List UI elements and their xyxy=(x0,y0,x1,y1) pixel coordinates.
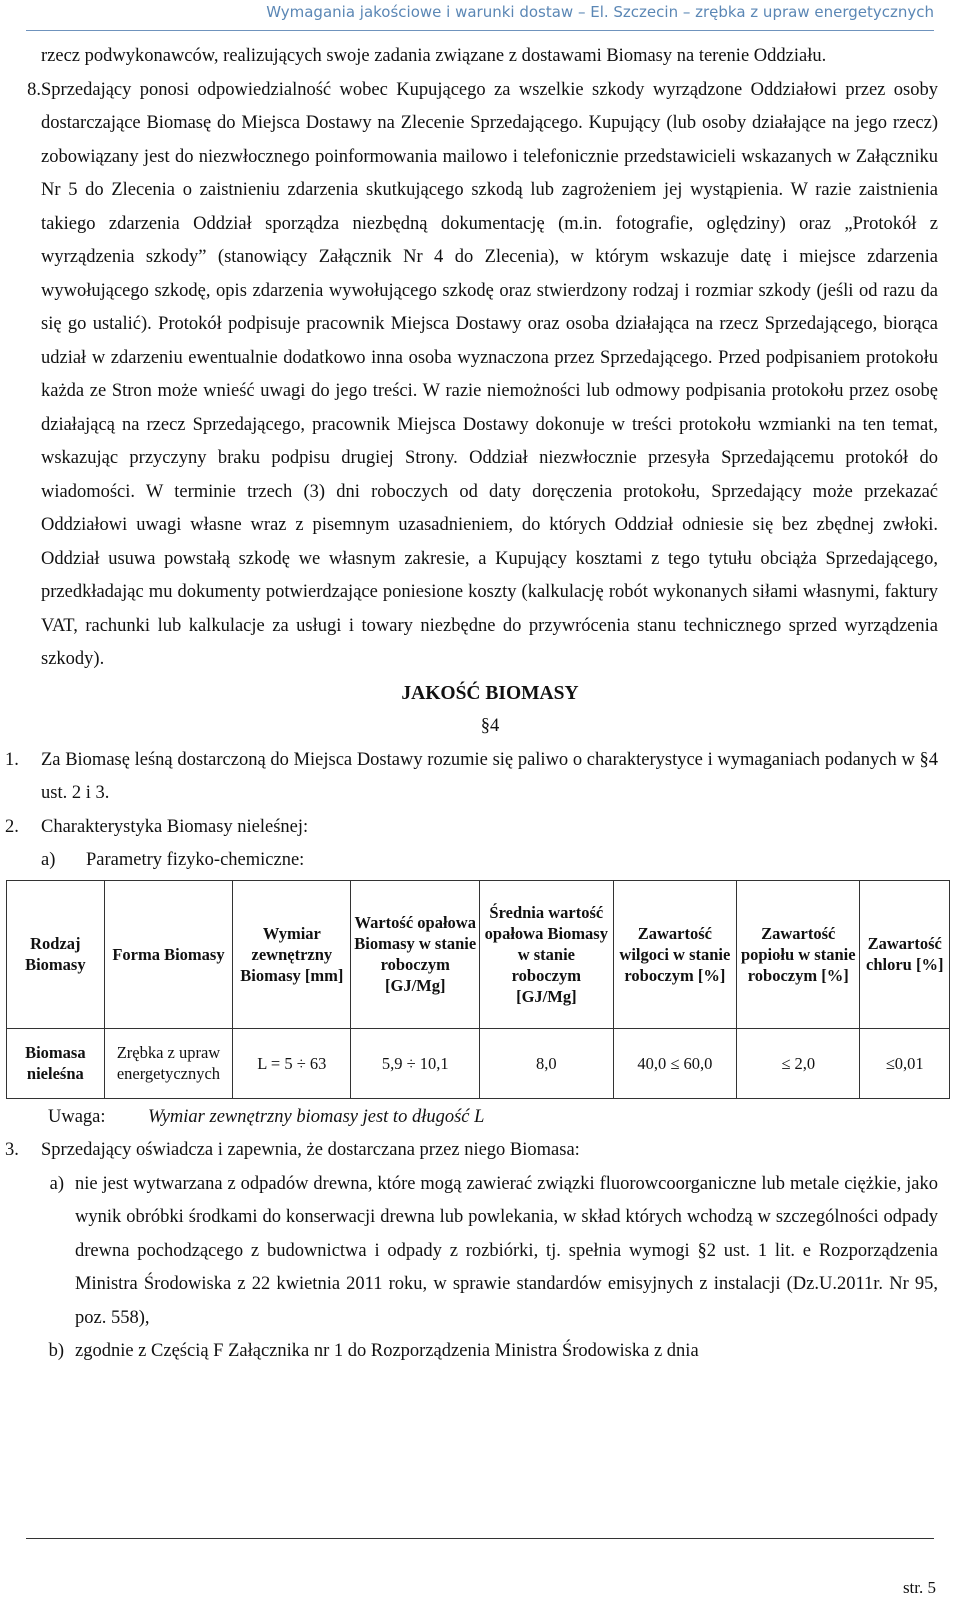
item-text: Charakterystyka Biomasy nieleśnej: xyxy=(41,816,309,837)
biomass-parameters-table xyxy=(6,880,950,1099)
table-cell: ≤ 2,0 xyxy=(737,1028,860,1098)
table-cell: Biomasa nieleśna xyxy=(7,1028,105,1098)
sub-item-text: Parametry fizyko-chemiczne: xyxy=(86,850,305,870)
item-number: 3. xyxy=(5,1140,19,1160)
sub-item-label: a) xyxy=(41,850,56,870)
section-number: §4 xyxy=(480,716,500,736)
item-text: Sprzedający ponosi odpowiedzialność wobec Kupującego za wszelkie szkody wyrządzone Oddziałowi przez osoby dostarczające Biomasę do Miejsca Dostawy na Zlecenie Sprzedającego. Kupujący (lub osoby działające na jego rzecz) zobowiązany jest do niezwłocznego poinformowania mailowo i telefonicznie przedstawicieli wskazanych w Załączniku Nr 5 do Zlecenia o zaistnieniu zdarzenia skutkującego szkodą lub zagrożeniem jej wystąpienia. W razie zaistnienia takiego zdarzenia Oddział sporządza niezbędną dokumentację (m.in. fotografie, oględziny) oraz „Protokół z wyrządzenia szkody” (stanowiący Załącznik Nr 4 do Zlecenia), w którym wskazuje datę i miejsce zdarzenia wywołującego szkodę, opis zdarzenia wywołującego szkodę oraz stwierdzony rodzaj i rozmiar szkody (jeśli od razu da się go ustalić). Protokół podpisuje pracownik Miejsca Dostawy oraz osoba działająca na rzecz Sprzedającego, biorąca udział w zdarzeniu ewentualnie dodatkowo inna osoba wyznaczona przez Sprzedającego. Przed podpisaniem protokołu każda ze Stron może wnieść uwagi do jego treści. W razie niemożności lub odmowy podpisania protokołu przez osobę działającą na rzecz Sprzedającego, pracownik Miejsca Dostawy dokonuje w treści protokołu wzmianki na ten temat, wskazując przyczyny braku podpisu drugiej Strony. Oddział niezwłocznie przesyła Sprzedającemu protokół do wiadomości. W terminie trzech (3) dni roboczych od daty doręczenia protokołu, Sprzedający może przekazać Oddziałowi uwagi własne wraz z pisemnym uzasadnieniem, do których Oddział odniesie się bez zbędnej zwłoki. Oddział usuwa powstałą szkodę we własnym zakresie, a Kupujący kosztami z tego tytułu obciąża Sprzedającego, przedkładając mu dokumenty potwierdzające poniesione koszty (kalkulację robót wykonanych siłami własnymi, faktury VAT, rachunki lub kalkulacje za usługi i towary niezbędne do przywrócenia stanu technicznego sprzed wyrządzenia szkody). xyxy=(41,79,938,669)
header-rule xyxy=(26,30,934,31)
document-body xyxy=(0,40,960,1369)
item-number: 2. xyxy=(5,816,19,837)
note-text: Wymiar zewnętrzny biomasy jest to długość L xyxy=(148,1106,485,1127)
table-header-cell: Forma Biomasy xyxy=(104,880,233,1028)
item-text: Sprzedający oświadcza i zapewnia, że dostarczana przez niego Biomasa: xyxy=(41,1140,580,1160)
sub-item-text: zgodnie z Częścią F Załącznika nr 1 do Rozporządzenia Ministra Środowiska z dnia xyxy=(75,1341,699,1361)
running-header: Wymagania jakościowe i warunki dostaw – El. Szczecin – zrębka z upraw energetycznych xyxy=(266,3,934,21)
list-item-1 xyxy=(0,744,960,811)
table-header-row xyxy=(7,880,950,1028)
note-label: Uwaga: xyxy=(48,1106,106,1127)
sub-item-label: a) xyxy=(49,1173,64,1194)
continuation-text: rzecz podwykonawców, realizujących swoje zadania związane z dostawami Biomasy na terenie Oddziału. xyxy=(41,46,827,66)
sub-item-3b xyxy=(0,1335,960,1369)
table-cell: 5,9 ÷ 10,1 xyxy=(351,1028,480,1098)
table-cell: 40,0 ≤ 60,0 xyxy=(613,1028,736,1098)
item-number: 1. xyxy=(5,749,19,770)
table-note xyxy=(48,1101,960,1135)
list-item-2 xyxy=(0,811,960,845)
table-header-cell: Zawartość wilgoci w stanie roboczym [%] xyxy=(613,880,736,1028)
table-header-cell: Rodzaj Biomasy xyxy=(7,880,105,1028)
table-header-cell: Wartość opałowa Biomasy w stanie roboczym [GJ/Mg] xyxy=(351,880,480,1028)
table-header-cell: Zawartość popiołu w stanie roboczym [%] xyxy=(737,880,860,1028)
list-item-8 xyxy=(0,74,960,677)
table-cell: L = 5 ÷ 63 xyxy=(233,1028,351,1098)
list-item-3 xyxy=(0,1134,960,1168)
table-cell: 8,0 xyxy=(480,1028,614,1098)
item-number: 8. xyxy=(27,79,41,100)
sub-item-label: b) xyxy=(48,1341,64,1361)
item-text: Za Biomasę leśną dostarczoną do Miejsca Dostawy rozumie się paliwo o charakterystyce i wymaganiach podanych w §4 ust. 2 i 3. xyxy=(41,749,938,803)
table-cell: Zrębka z upraw energetycznych xyxy=(104,1028,233,1098)
table-header-cell: Zawartość chloru [%] xyxy=(860,880,950,1028)
page-number: str. 5 xyxy=(902,1578,936,1597)
table-header-cell: Średnia wartość opałowa Biomasy w stanie roboczym [GJ/Mg] xyxy=(480,880,614,1028)
table-header-cell: Wymiar zewnętrzny Biomasy [mm] xyxy=(233,880,351,1028)
table-row xyxy=(7,1028,950,1098)
sub-item-text: nie jest wytwarzana z odpadów drewna, które mogą zawierać związki fluorowcoorganiczne lub metale ciężkie, jako wynik obróbki środkami do konserwacji drewna lub powlekania, w skład których wchodzą w szczególności odpady drewna pochodzącego z budownictwa i odpady z rozbiórki, tj. spełnia wymogi §2 ust. 1 lit. e Rozporządzenia Ministra Środowiska z 22 kwietnia 2011 roku, w sprawie standardów emisyjnych z instalacji (Dz.U.2011r. Nr 95, poz. 558), xyxy=(75,1173,938,1328)
sub-item-3a xyxy=(0,1168,960,1336)
table-cell: ≤0,01 xyxy=(860,1028,950,1098)
continuation-paragraph xyxy=(0,40,960,74)
section-heading: JAKOŚĆ BIOMASY xyxy=(401,682,579,704)
sub-item-2a xyxy=(0,844,960,878)
footer-rule xyxy=(26,1538,934,1539)
